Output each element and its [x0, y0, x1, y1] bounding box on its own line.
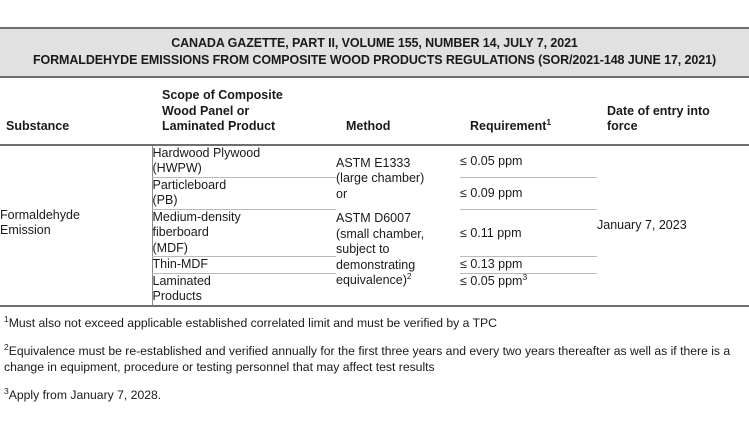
- cell-requirement-particleboard: ≤ 0.09 ppm: [460, 177, 597, 209]
- cell-scope-laminated-products: Laminated Products: [152, 273, 336, 305]
- footnote-marker-requirement: 1: [546, 116, 552, 127]
- footnote-2: [4, 341, 741, 375]
- cell-method-astm-d6007: ASTM D6007 (small chamber, subject to demonstrating equivalence)$^2$: [336, 211, 425, 287]
- cell-requirement-mdf: ≤ 0.11 ppm: [460, 209, 597, 257]
- cell-requirement-laminated-products: ≤ 0.05 ppm$^3$: [460, 271, 528, 288]
- regulation-table: [0, 78, 749, 305]
- column-header-substance: Substance: [6, 119, 70, 133]
- title-line-2: FORMALDEHYDE EMISSIONS FROM COMPOSITE WOOD PRODUCTS REGULATIONS (SOR/2021-148 JUNE 17, 2021): [32, 53, 717, 67]
- cell-requirement-hardwood-plywood: ≤ 0.05 ppm: [460, 145, 597, 178]
- column-header-requirement: Requirement$^1$: [470, 116, 552, 133]
- cell-requirement-thin-mdf: ≤ 0.13 ppm: [460, 257, 597, 274]
- cell-substance: Formaldehyde Emission: [0, 207, 80, 237]
- document-page: [0, 27, 749, 448]
- footnote-3: [4, 385, 741, 404]
- footnote-1: [4, 313, 741, 332]
- footnotes-section: [0, 307, 749, 404]
- table-row: [0, 145, 749, 178]
- footnote-1-marker: 1: [4, 313, 9, 324]
- cell-date-of-entry-into-force: January 7, 2023: [597, 217, 687, 232]
- column-header-date: Date of entry into force: [607, 103, 710, 133]
- footnote-marker-method: 2: [406, 270, 412, 281]
- column-header-method: Method: [346, 119, 391, 133]
- footnote-3-text: Apply from January 7, 2028.: [8, 388, 162, 402]
- footnote-marker: 3: [522, 271, 528, 282]
- cell-scope-hardwood-plywood: Hardwood Plywood (HWPW): [152, 145, 336, 178]
- footnote-3-marker: 3: [4, 385, 9, 396]
- cell-method-astm-e1333: ASTM E1333 (large chamber) or: [336, 155, 425, 201]
- table-header-row: [0, 78, 749, 144]
- footnote-2-marker: 2: [4, 341, 9, 352]
- cell-scope-particleboard: Particleboard (PB): [152, 177, 336, 209]
- column-header-scope: Scope of Composite Wood Panel or Laminated Product: [162, 88, 283, 133]
- title-line-1: CANADA GAZETTE, PART II, VOLUME 155, NUMBER 14, JULY 7, 2021: [171, 36, 578, 50]
- cell-scope-thin-mdf: Thin-MDF: [152, 257, 336, 274]
- cell-scope-mdf: Medium-density fiberboard (MDF): [152, 209, 336, 257]
- footnote-2-text: Equivalence must be re-established and verified annually for the first three years and every two years thereafter as well as if there is a change in equipment, procedure or testing personnel that may affect test results: [4, 344, 731, 374]
- document-title-band: [0, 27, 749, 78]
- footnote-1-text: Must also not exceed applicable established correlated limit and must be verified by a TPC: [8, 315, 497, 330]
